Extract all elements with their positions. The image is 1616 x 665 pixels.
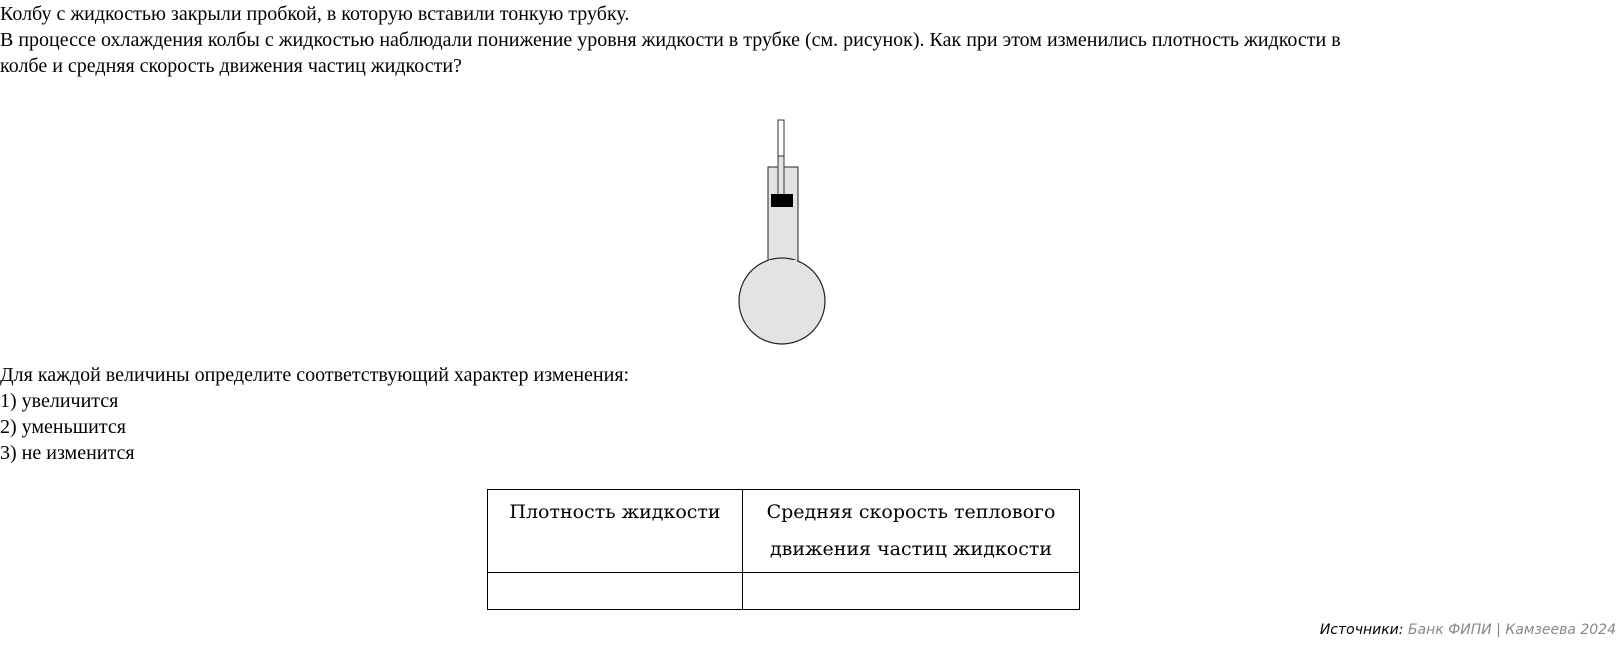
source-label: Источники: bbox=[1319, 622, 1404, 638]
instructions bbox=[0, 362, 629, 466]
source-value[interactable]: Банк ФИПИ | Камзеева 2024 bbox=[1407, 622, 1616, 638]
question-line: колбе и средняя скорость движения частиц жидкости? bbox=[0, 55, 462, 77]
option-3: 3) не изменится bbox=[0, 442, 135, 464]
question-line: В процессе охлаждения колбы с жидкостью наблюдали понижение уровня жидкости в трубке (см. рисунок). Как при этом изменились плотность жидкости в bbox=[0, 29, 1341, 51]
stopper bbox=[771, 194, 793, 207]
answer-cell-density[interactable] bbox=[488, 573, 743, 610]
header-density: Плотность жидкости bbox=[488, 490, 743, 573]
option-1: 1) увеличится bbox=[0, 390, 119, 412]
option-2: 2) уменьшится bbox=[0, 416, 126, 438]
source-line bbox=[1320, 622, 1616, 638]
answer-cell-speed[interactable] bbox=[743, 573, 1080, 610]
instructions-text: Для каждой величины определите соответствующий характер изменения: bbox=[0, 364, 630, 386]
question-line: Колбу с жидкостью закрыли пробкой, в которую вставили тонкую трубку. bbox=[0, 3, 630, 25]
answer-table bbox=[487, 489, 1080, 610]
header-speed: Средняя скорость теплового движения частиц жидкости bbox=[743, 490, 1080, 573]
question-text bbox=[0, 1, 1341, 79]
flask-diagram bbox=[720, 110, 850, 350]
